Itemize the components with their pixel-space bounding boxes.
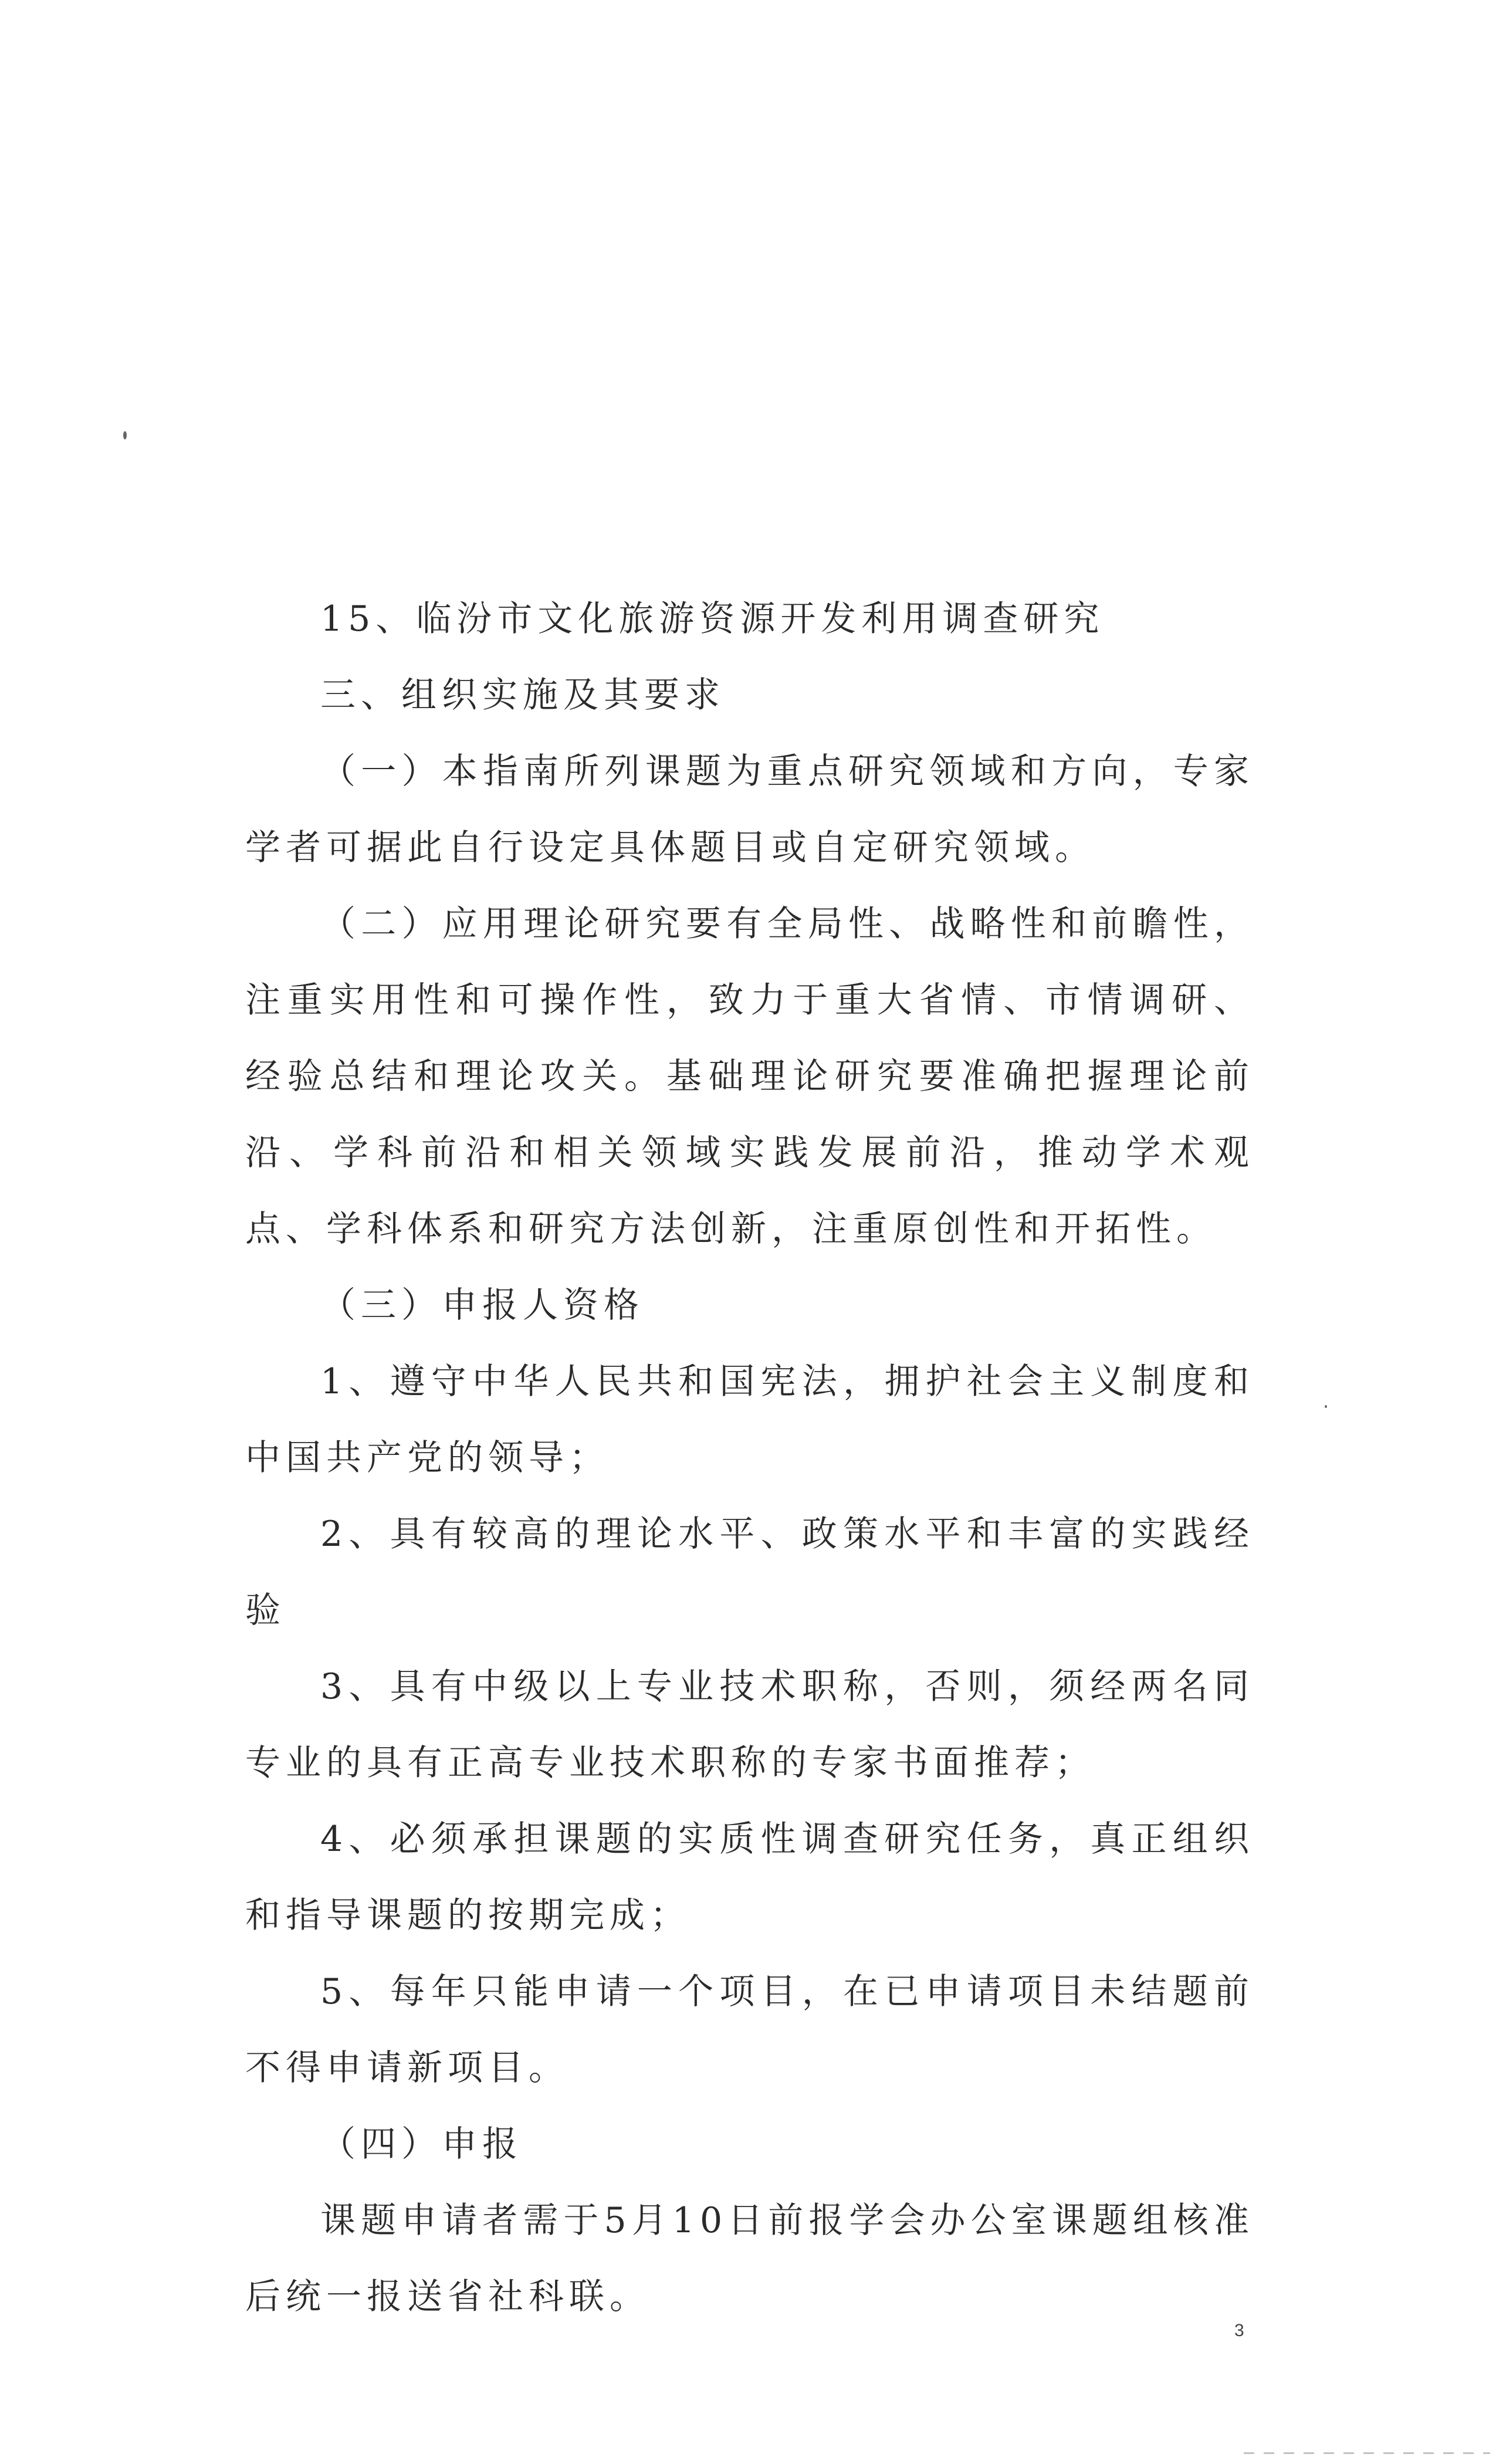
qualification-item-5: 5、每年只能申请一个项目，在已申请项目未结题前不得申请新项目。 bbox=[245, 1971, 1254, 2089]
scan-edge-artifact bbox=[1244, 2452, 1490, 2454]
subheading-applicant-qualification: （三）申报人资格 bbox=[320, 1285, 644, 1326]
qualification-item-4: 4、必须承担课题的实质性调查研究任务，真正组织和指导课题的按期完成； bbox=[245, 1819, 1254, 1936]
paragraph-requirement-2: （二）应用理论研究要有全局性、战略性和前瞻性，注重实用性和可操作性，致力于重大省情、市情调研、经验总结和理论攻关。基础理论研究要准确把握理论前沿、学科前沿和相关领域实践发展前沿，推动学术观点、学科体系和研究方法创新，注重原创性和开拓性。 bbox=[245, 903, 1254, 1250]
section-heading-3: 三、组织实施及其要求 bbox=[320, 675, 725, 716]
document-body bbox=[245, 581, 1254, 2335]
subheading-application: （四）申报 bbox=[320, 2124, 523, 2165]
qualification-item-1: 1、遵守中华人民共和国宪法，拥护社会主义制度和中国共产党的领导； bbox=[245, 1361, 1254, 1478]
paragraph-item-15: 15、临汾市文化旅游资源开发利用调查研究 bbox=[320, 598, 1105, 639]
scan-speck bbox=[123, 431, 127, 439]
qualification-item-2: 2、具有较高的理论水平、政策水平和丰富的实践经验 bbox=[245, 1514, 1254, 1631]
paragraph-requirement-1: （一）本指南所列课题为重点研究领域和方向，专家学者可据此自行设定具体题目或自定研究领域。 bbox=[245, 751, 1254, 868]
paragraph-application-deadline: 课题申请者需于5月10日前报学会办公室课题组核准后统一报送省社科联。 bbox=[245, 2200, 1254, 2317]
qualification-item-3: 3、具有中级以上专业技术职称，否则，须经两名同专业的具有正高专业技术职称的专家书面推荐； bbox=[245, 1666, 1254, 1783]
scan-speck bbox=[1325, 1405, 1327, 1408]
page-number: 3 bbox=[1234, 2321, 1244, 2340]
